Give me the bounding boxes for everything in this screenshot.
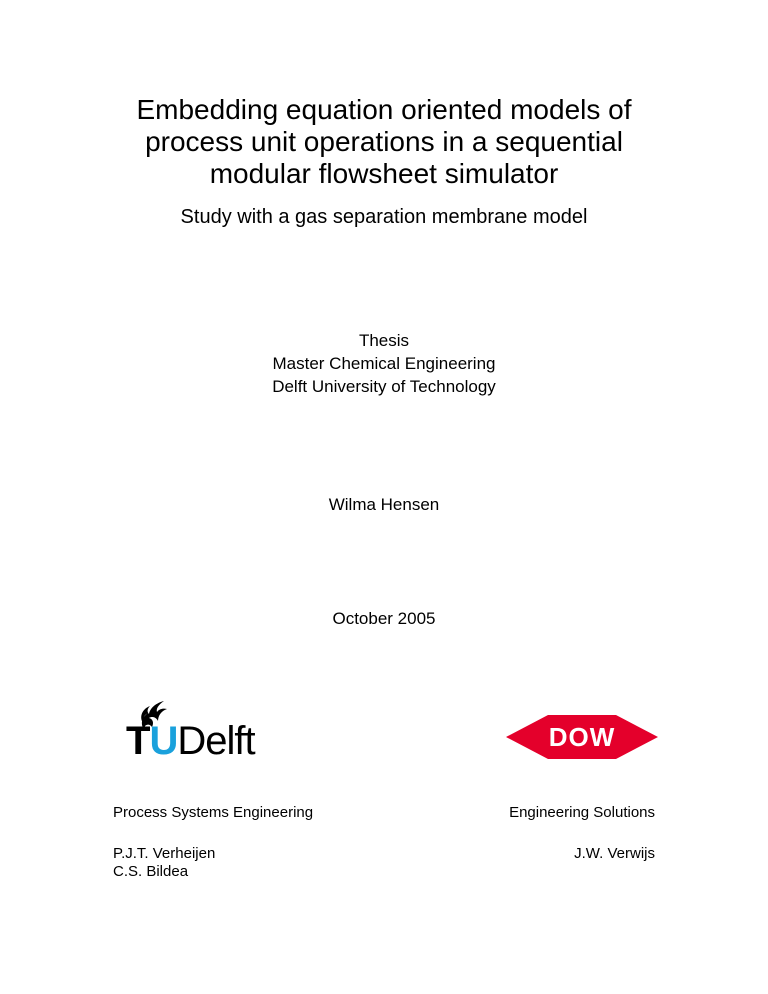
thesis-type: Thesis (358, 331, 410, 350)
author-name: Wilma Hensen (328, 495, 440, 514)
document-subtitle: Study with a gas separation membrane model (180, 206, 588, 228)
title-line-2: process unit operations in a sequential (145, 126, 623, 157)
thesis-program: Master Chemical Engineering (272, 354, 496, 373)
document-date: October 2005 (332, 609, 436, 628)
thesis-info (0, 329, 768, 398)
dow-diamond-icon (506, 713, 658, 761)
left-supervisors (113, 845, 215, 881)
title-line-1: Embedding equation oriented models of (136, 94, 632, 125)
title-line-3: modular flowsheet simulator (209, 158, 559, 189)
supervisor-3: J.W. Verwijs (574, 845, 655, 862)
right-department: Engineering Solutions (509, 804, 655, 821)
supervisor-2: C.S. Bildea (113, 863, 189, 880)
tu-delft-t: T (126, 719, 150, 763)
right-supervisors (574, 845, 655, 863)
thesis-university: Delft University of Technology (272, 377, 496, 396)
svg-text:DOW: DOW (548, 722, 616, 752)
tu-delft-wordmark (126, 721, 255, 761)
tu-delft-logo (126, 697, 286, 763)
dow-logo (506, 713, 658, 761)
supervisor-1: P.J.T. Verheijen (113, 845, 216, 862)
tu-delft-delft: Delft (177, 719, 255, 763)
tu-delft-u: U (149, 719, 178, 763)
document-title (0, 94, 768, 190)
left-department: Process Systems Engineering (113, 804, 314, 821)
